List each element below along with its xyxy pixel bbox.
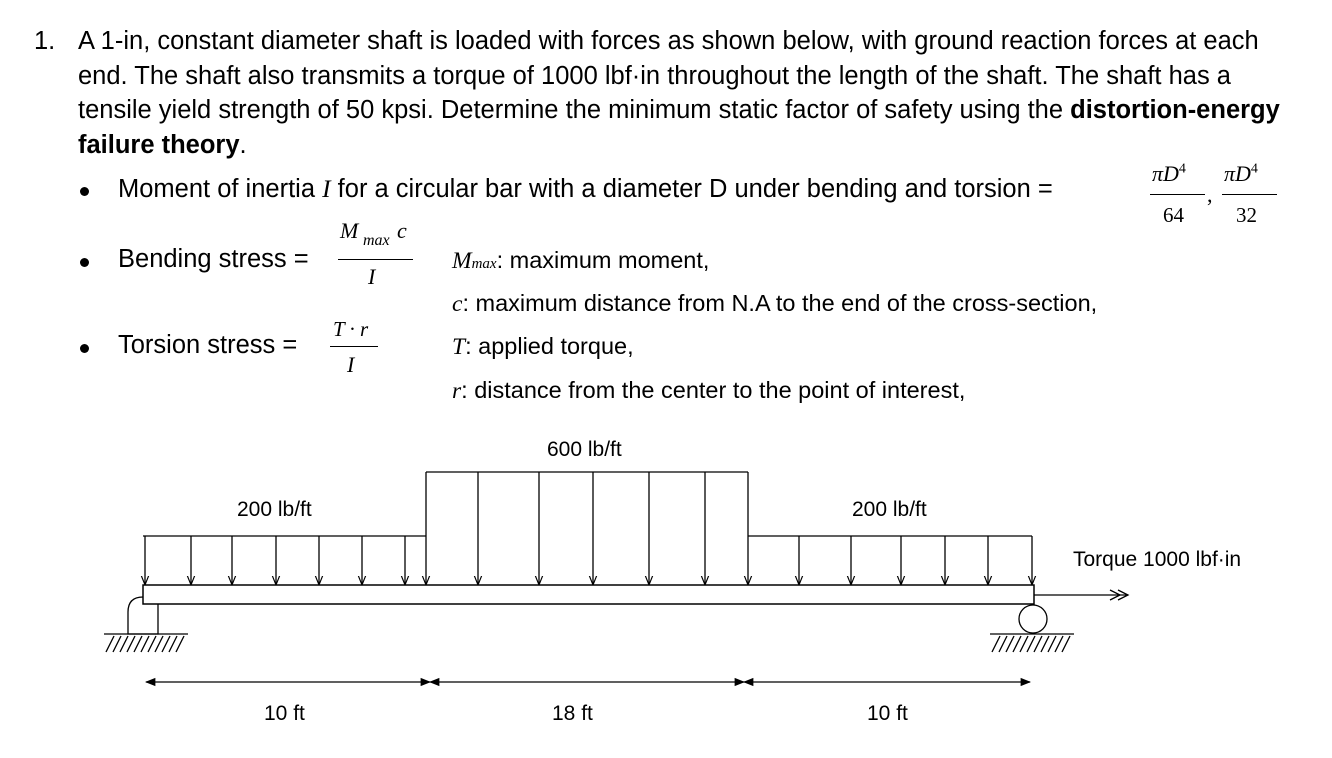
frac2-exp: 4 [1250,161,1258,177]
moment-of-inertia-suffix: for a circular bar with a diameter D under bending and torsion = [330,175,1053,203]
load-label-middle: 600 lb/ft [547,438,622,461]
torsion-denominator: I [347,352,355,377]
inertia-symbol: I [322,174,331,203]
def-symbol: T [452,334,466,360]
frac1-exp: 4 [1178,161,1186,177]
dimension-label-middle: 18 ft [552,702,593,725]
def-sub: max [471,256,497,272]
roller-support-right [990,605,1074,652]
torsion-stress-label: Torsion stress = [118,331,298,359]
torsion-numerator: T · r [333,317,369,341]
def-text: : maximum moment, [496,247,710,273]
bending-M: M [340,218,359,243]
def-symbol: M [452,248,472,274]
problem-number: 1. [34,27,56,55]
distributed-load-left [143,536,426,584]
torque-label: Torque 1000 lbf·in [1073,548,1242,571]
bending-c: c [397,218,407,243]
inertia-frac2-denominator: 32 [1236,203,1257,227]
problem-text-body: A 1-in, constant diameter shaft is loaded with forces as shown below, with ground reaction forces at each end. The shaft also transmits a torque of 1000 lbf·in throughout the length of the shaft. The shaft has a tensile yield strength of 50 kpsi. Determine the minimum static factor of safety using the [78,27,1259,124]
pin-support-left [104,597,188,652]
bending-stress-label: Bending stress = [118,245,309,273]
load-label-right: 200 lb/ft [852,498,927,521]
torque-arrow [1034,590,1128,600]
inertia-frac1-denominator: 64 [1163,203,1184,227]
bending-denominator: I [368,264,376,289]
problem-text-bold: distortion-energy failure theory [78,96,1280,159]
moment-of-inertia-prefix: Moment of inertia [118,175,323,203]
inertia-separator: , [1207,182,1213,207]
def-text: : maximum distance from N.A to the end of the cross-section, [462,290,1098,316]
def-symbol: r [452,378,462,404]
dimension-label-left: 10 ft [264,702,305,725]
problem-text-end: . [239,130,247,159]
load-label-left: 200 lb/ft [237,498,312,521]
def-text: : applied torque, [465,333,634,359]
frac2-num-text: πD [1224,161,1251,186]
distributed-load-middle [426,472,748,584]
def-symbol: c [452,291,463,317]
distributed-load-right [748,536,1032,584]
frac1-num-text: πD [1152,161,1179,186]
shaft-beam [143,585,1034,604]
bending-sub-max: max [363,232,390,249]
dimension-label-right: 10 ft [867,702,908,725]
def-text: : distance from the center to the point of interest, [461,377,966,403]
